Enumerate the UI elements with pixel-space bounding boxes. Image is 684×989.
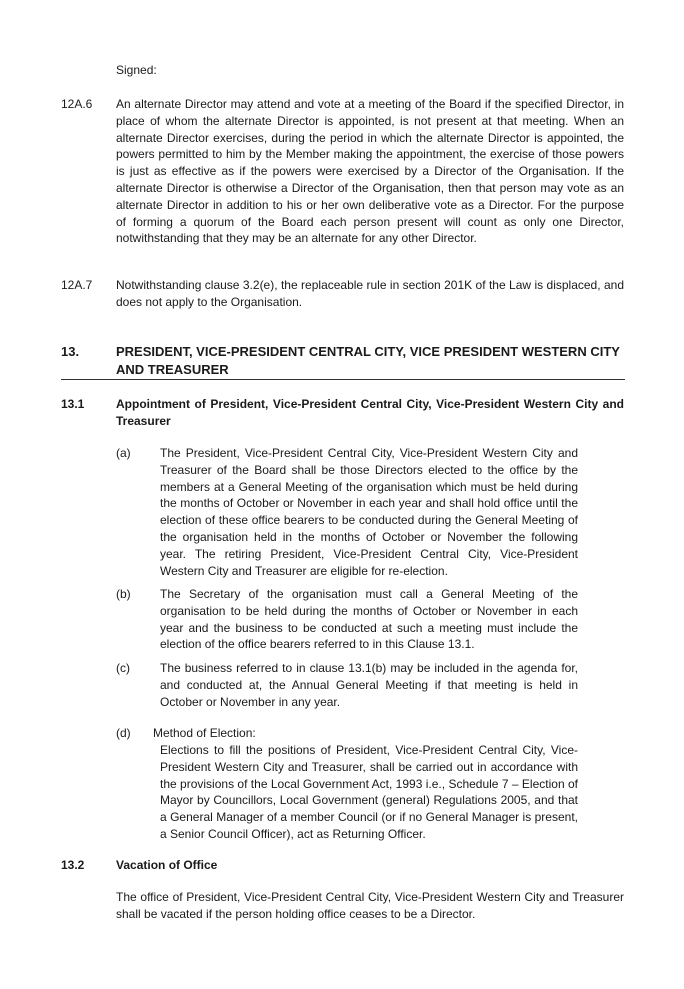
clause-13-2-number: 13.2 — [61, 858, 85, 872]
section-13-number: 13. — [61, 344, 80, 359]
section-13-title: PRESIDENT, VICE-PRESIDENT CENTRAL CITY, VICE PRESIDENT WESTERN CITY AND TREASURER — [116, 344, 620, 377]
item-b-label: (b) — [116, 587, 131, 601]
item-b-text: The Secretary of the organisation must call a General Meeting of the organisation to be held during the months of October or November in each year and the business to be conducted at such a meeting must include the election of the office bearers referred to in this Clause 13.1. — [160, 587, 578, 652]
item-d-label: (d) — [116, 726, 131, 740]
clause-12a6-number: 12A.6 — [61, 97, 93, 111]
clause-13-1-title: Appointment of President, Vice-President Central City, Vice-President Western City and Treasurer — [116, 397, 624, 428]
clause-13-1-number: 13.1 — [61, 397, 85, 411]
item-c-label: (c) — [116, 661, 130, 675]
clause-13-2-text: The office of President, Vice-President Central City, Vice-President Western City and Treasurer shall be vacated if the person holding office ceases to be a Director. — [116, 890, 624, 921]
clause-12a7-number: 12A.7 — [61, 278, 93, 292]
item-d-heading: Method of Election: — [153, 726, 256, 740]
item-a-label: (a) — [116, 446, 131, 460]
section-divider — [61, 379, 625, 380]
clause-12a6-text: An alternate Director may attend and vote at a meeting of the Board if the specified Director, in place of whom the alternate Director is appointed, is not present at that meeting. When an alternate Director exercises, during the period in which the alternate Director is appointed, the powers permitted to him by the Member making the appointment, the exercise of those powers is just as effective as if the powers were exercised by a Director of the Organisation. If the alternate Director is otherwise a Director of the Organisation, then that person may vote as an alternate Director in addition to his or her own deliberative vote as a Director. For the purpose of forming a quorum of the Board each person present will count as only one Director, notwithstanding that they may be an alternate for any other Director. — [116, 97, 624, 246]
clause-12a7-text: Notwithstanding clause 3.2(e), the replaceable rule in section 201K of the Law is displaced, and does not apply to the Organisation. — [116, 278, 624, 309]
item-d-text: Elections to fill the positions of President, Vice-President Central City, Vice-President Western City and Treasurer, shall be carried out in accordance with the provisions of the Local Government Act, 1993 i.e., Schedule 7 – Election of Mayor by Councillors, Local Government (general) Regulations 2005, and that a General Manager of a member Council (or if no General Manager is present, a Senior Council Officer), act as Returning Officer. — [160, 743, 578, 841]
item-a-text: The President, Vice-President Central City, Vice-President Western City and Treasurer of the Board shall be those Directors elected to the office by the members at a General Meeting of the organisation which must be held during the months of October or November in each year and shall hold office until the election of these office bearers to be conducted during the General Meeting of the organisation held in the months of October or November the following year. The retiring President, Vice-President Central City, Vice-President Western City and Treasurer are eligible for re-election. — [160, 446, 578, 578]
item-c-text: The business referred to in clause 13.1(b) may be included in the agenda for, and conducted at, the Annual General Meeting if that meeting is held in October or November in any year. — [160, 661, 578, 709]
signed-label: Signed: — [116, 63, 157, 77]
clause-13-2-title: Vacation of Office — [116, 858, 218, 872]
